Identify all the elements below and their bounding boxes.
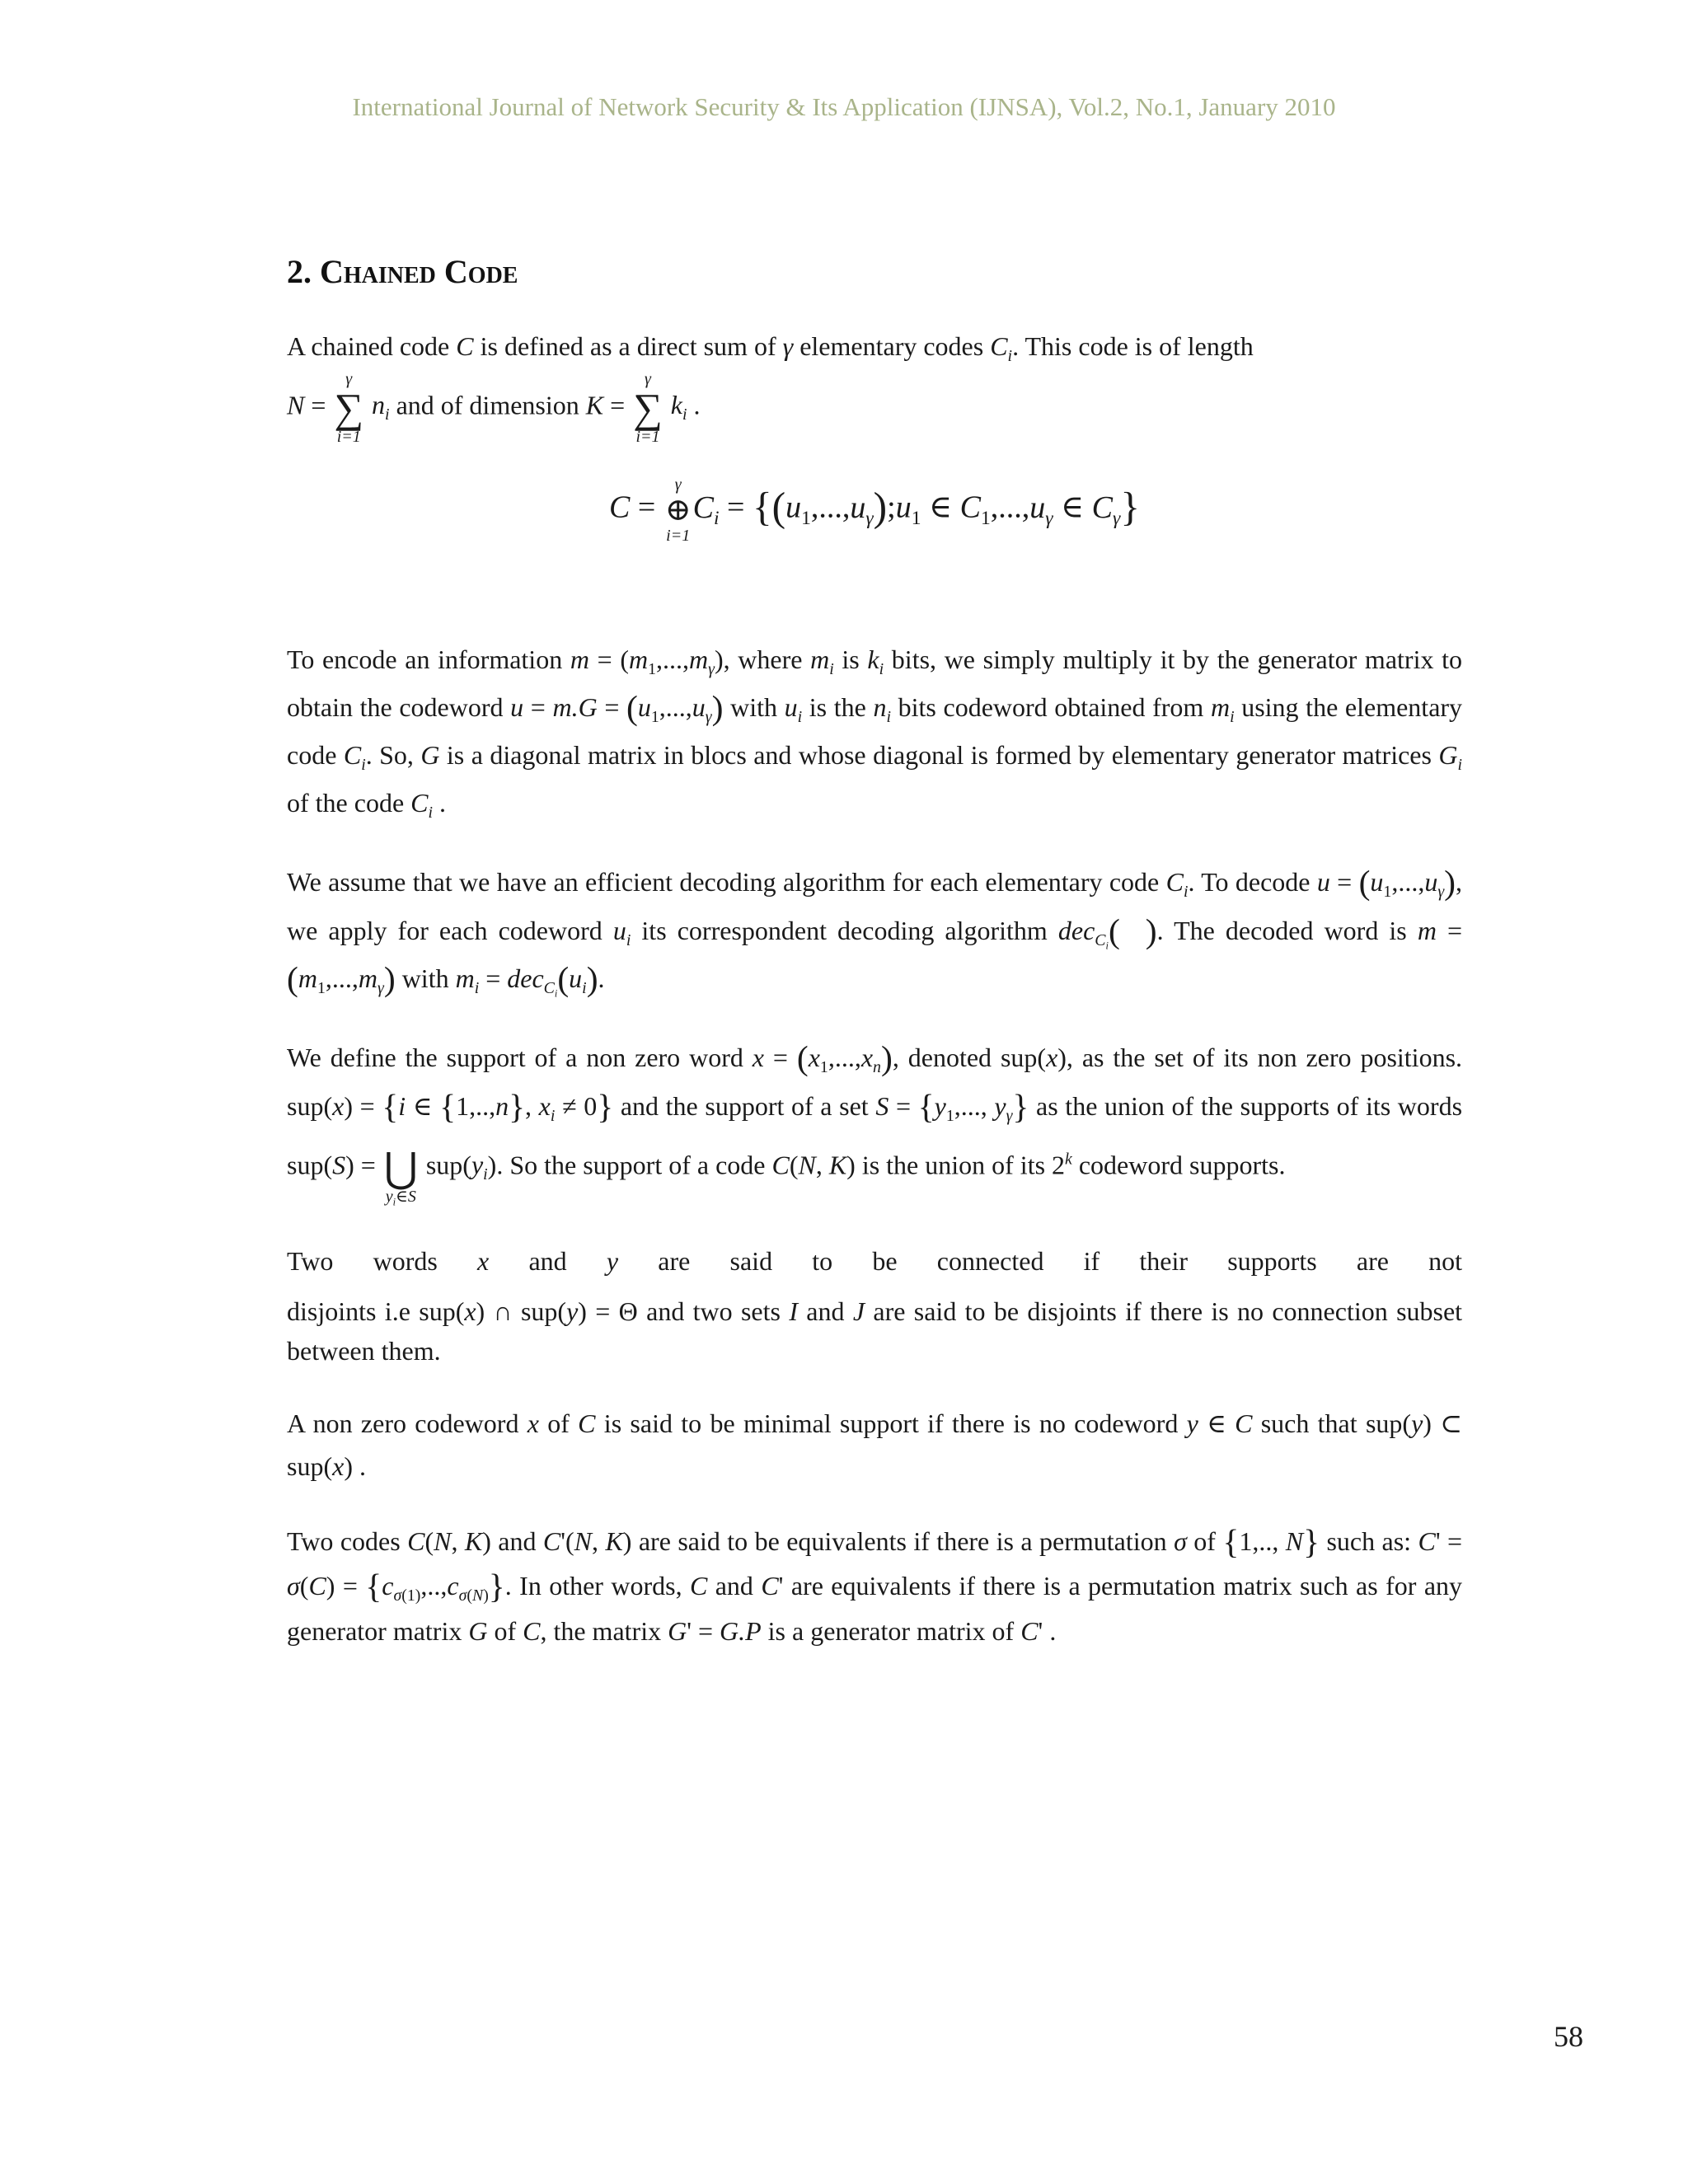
section-title: Chained Code xyxy=(320,253,518,290)
article-body xyxy=(287,251,1462,1685)
paragraph-support: We define the support of a non zero word $x = (x_1,...,x_n)$, denoted sup(x), as the set of its non zero positions. sup(x) = {i ∈ {1,..,n}, $x_i \ne 0$} and the support of a set $S = \{y_1$,..., $y_\gamma$} as the union of the supports of its words sup(S) = ⋃ $y_i\in S$ $sup(y_i)$. So the support of a code C(N, K) is the union of its 2$^k$ codeword supports. xyxy=(287,1038,1463,1208)
paragraph-equivalence: Two codes C(N, K) and C'(N, K) are said to be equivalents if there is a permutation σ of {1,.., N} such as: $C' = \sigma(C) = \{c_{\sigma(1)},..,c_{\sigma(N)}\}$. In other words, C and C' are equivalents if there is a permutation matrix such as for any generator matrix G of C, the matrix G' = G.P is a generator matrix of C' . xyxy=(287,1522,1463,1646)
running-header: International Journal of Network Security & Its Application (IJNSA), Vol.2, No.1, January 2010 xyxy=(352,92,1336,121)
sum-symbol: γ ∑ i=1 xyxy=(334,370,364,446)
equation-direct-sum: C = γ ⊕ i=1 $C_i$ = {$(u_1,...,u_\gamma);u_1$ ∈ $C_1,...,u_\gamma$ ∈ $C_\gamma$} xyxy=(608,476,1141,545)
paragraph-minimal-support: A non zero codeword x of C is said to be minimal support if there is no codeword y ∈ C such that sup(y) ⊂ sup(x) . xyxy=(287,1408,1463,1481)
page-number: 58 xyxy=(1554,2020,1583,2053)
paragraph-definition: A chained code C is defined as a direct sum of γ elementary codes $C_i$. This code is of length N = γ ∑ i=1 $n_i$ and of dimension K = γ ∑ i=1 $k_i$ . xyxy=(287,331,1254,446)
section-heading xyxy=(287,251,1462,293)
paragraph-connected-line2: disjoints i.e sup(x) ∩ sup(y) = Θ and two sets I and J are said to be disjoints if there is no connection subset between them. xyxy=(287,1296,1463,1366)
paragraph-decoding: We assume that we have an efficient decoding algorithm for each elementary code $C_i$. To decode $u = (u_1,...,u_\gamma)$, we apply for each codeword $u_i$ its correspondent decoding algorithm dec$_{C_i}$( ). The decoded word is $m = (m_1,...,m_\gamma)$ with $m_i = dec_{C_i}(u_i)$. xyxy=(287,863,1463,1000)
paragraph-connected-line1: Two words x and y are said to be connected if their supports are not xyxy=(287,1245,1463,1276)
section-number: 2. xyxy=(287,253,320,290)
paragraph-encoding: To encode an information $m = (m_1,...,m_\gamma)$, where $m_i$ is $k_i$ bits, we simply multiply it by the generator matrix to obtain the codeword $u = m.G = (u_1,...,u_\gamma)$ with $u_i$ is the $n_i$ bits codeword obtained from $m_i$ using the elementary code $C_i$. So, G is a diagonal matrix in blocs and whose diagonal is formed by elementary generator matrices $G_i$ of the code $C_i$ . xyxy=(287,644,1463,823)
sum-symbol: γ ∑ i=1 xyxy=(633,370,663,446)
